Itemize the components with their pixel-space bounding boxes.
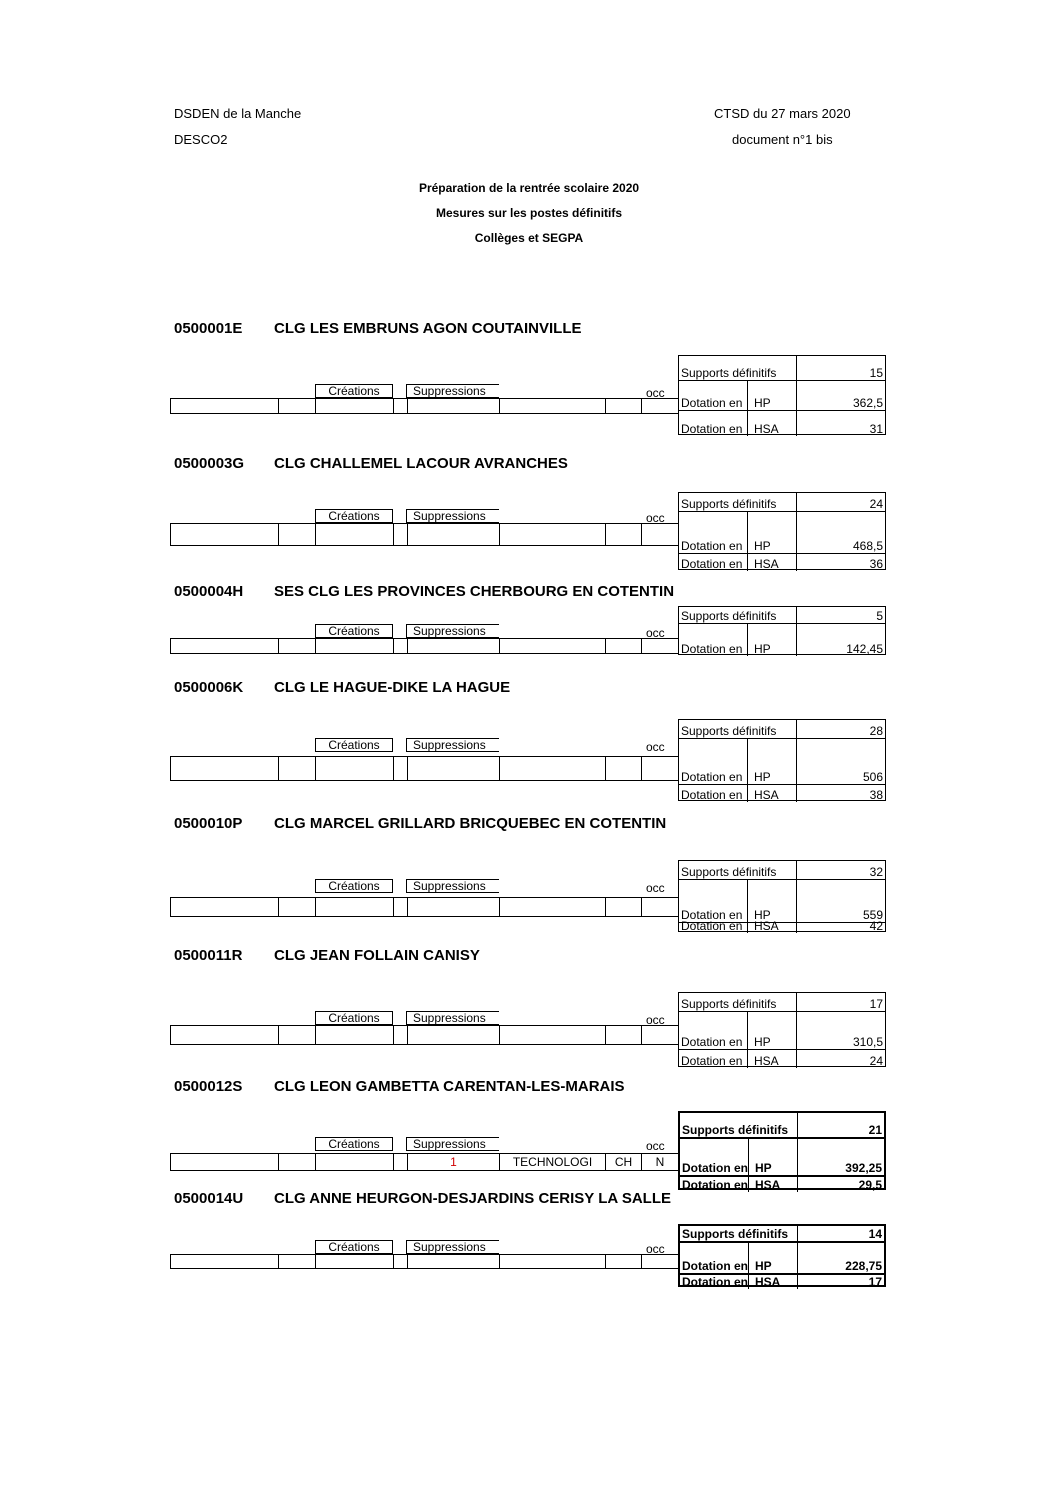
row-value: 17 xyxy=(869,997,883,1011)
occ-label: occ xyxy=(646,1139,665,1153)
row-unit: HP xyxy=(754,1035,771,1049)
mesures-cell xyxy=(278,1025,316,1045)
mesures-row xyxy=(170,756,678,781)
row-value: 228,75 xyxy=(845,1259,882,1273)
mesures-cell xyxy=(278,1153,316,1171)
row-label: Dotation en xyxy=(681,539,743,553)
suppressions-label: Suppressions xyxy=(406,879,499,893)
dotation-hsa-row xyxy=(680,1175,884,1192)
mesures-cell xyxy=(315,897,394,917)
school-name: SES CLG LES PROVINCES CHERBOURG EN COTENTIN xyxy=(274,583,675,600)
occ-label: occ xyxy=(646,740,665,754)
row-unit: HSA xyxy=(754,788,779,802)
row-value: 392,25 xyxy=(845,1161,882,1175)
school-name: CLG MARCEL GRILLARD BRICQUEBEC EN COTENTIN xyxy=(274,815,667,832)
mesures-cell xyxy=(315,523,394,546)
mesures-cell xyxy=(641,523,679,546)
school-code: 0500006K xyxy=(174,679,244,696)
row-label: Dotation en xyxy=(682,1259,748,1273)
cell-divider xyxy=(796,1050,797,1068)
row-label: Supports définitifs xyxy=(681,865,777,879)
suppressions-label: Suppressions xyxy=(406,1137,499,1151)
mesures-cell xyxy=(278,756,316,781)
supports-row xyxy=(679,993,885,1011)
mesures-cell: 1 xyxy=(407,1153,500,1171)
row-unit: HP xyxy=(754,539,771,553)
cell-divider xyxy=(796,861,797,879)
row-label: Dotation en xyxy=(682,1275,748,1289)
cell-divider xyxy=(747,880,748,922)
header-left-line1: DSDEN de la Manche xyxy=(174,106,302,121)
mesures-cell xyxy=(315,756,394,781)
cell-divider xyxy=(796,381,797,410)
mesures-cell xyxy=(170,398,279,414)
mesures-cell xyxy=(170,1254,279,1269)
dotation-hsa-row xyxy=(679,410,885,436)
mesures-cell xyxy=(170,1153,279,1171)
mesures-cell xyxy=(315,638,394,654)
row-value: 42 xyxy=(869,919,883,933)
row-label: Supports définitifs xyxy=(681,997,777,1011)
creations-label: Créations xyxy=(315,624,393,638)
title-line1: Préparation de la rentrée scolaire 2020 xyxy=(418,181,640,195)
creations-label: Créations xyxy=(315,509,393,523)
cell-divider xyxy=(797,1226,798,1241)
mesures-cell xyxy=(170,756,279,781)
dotation-box xyxy=(678,606,886,655)
mesures-cell xyxy=(407,756,500,781)
row-value: 468,5 xyxy=(852,539,883,553)
row-value: 21 xyxy=(868,1123,882,1137)
dotation-box xyxy=(678,355,886,435)
row-value: 32 xyxy=(869,865,883,879)
dotation-box xyxy=(678,1111,886,1190)
cell-divider xyxy=(747,923,748,933)
mesures-cell xyxy=(407,398,500,414)
row-label: Supports définitifs xyxy=(681,724,777,738)
mesures-cell xyxy=(278,638,316,654)
mesures-cell xyxy=(278,897,316,917)
row-unit: HSA xyxy=(755,1275,781,1289)
creations-label: Créations xyxy=(315,1137,393,1151)
school-code: 0500011R xyxy=(174,947,243,964)
dotation-box xyxy=(678,719,886,801)
mesures-cell xyxy=(407,523,500,546)
row-value: 24 xyxy=(869,1054,883,1068)
mesures-cell xyxy=(499,523,606,546)
title-line3: Collèges et SEGPA xyxy=(474,231,584,245)
mesures-cell xyxy=(278,523,316,546)
mesures-cell xyxy=(393,1254,408,1269)
cell-divider xyxy=(748,1139,749,1175)
dotation-hsa-row xyxy=(679,784,885,802)
mesures-cell xyxy=(393,897,408,917)
cell-divider xyxy=(747,1012,748,1049)
dotation-hp-row xyxy=(679,879,885,922)
row-label: Dotation en xyxy=(681,1054,743,1068)
mesures-cell xyxy=(499,897,606,917)
cell-divider xyxy=(796,785,797,802)
mesures-cell xyxy=(170,897,279,917)
occ-label: occ xyxy=(646,1013,665,1027)
row-label: Dotation en xyxy=(681,908,743,922)
row-unit: HSA xyxy=(754,919,779,933)
mesures-row xyxy=(170,638,678,654)
mesures-cell xyxy=(315,1025,394,1045)
dotation-box xyxy=(678,1224,886,1287)
cell-divider xyxy=(796,880,797,922)
row-unit: HP xyxy=(754,770,771,784)
cell-divider xyxy=(748,1275,749,1289)
dotation-hsa-row xyxy=(679,553,885,571)
mesures-cell xyxy=(641,756,679,781)
school-name: CLG LEON GAMBETTA CARENTAN-LES-MARAIS xyxy=(274,1078,625,1095)
mesures-row xyxy=(170,523,678,546)
school-name: CLG LES EMBRUNS AGON COUTAINVILLE xyxy=(274,320,582,337)
dotation-hp-row xyxy=(679,1011,885,1049)
cell-divider xyxy=(747,554,748,571)
row-value: 362,5 xyxy=(852,396,883,410)
cell-divider xyxy=(796,607,797,623)
cell-divider xyxy=(797,1243,798,1273)
dotation-hp-row xyxy=(680,1241,884,1273)
suppressions-label: Suppressions xyxy=(406,1011,499,1025)
row-value: 506 xyxy=(862,770,883,784)
occ-label: occ xyxy=(646,626,665,640)
mesures-cell xyxy=(315,1254,394,1269)
creations-label: Créations xyxy=(315,738,393,752)
row-label: Dotation en xyxy=(682,1161,748,1175)
row-value: 36 xyxy=(869,557,883,571)
dotation-box xyxy=(678,492,886,570)
cell-divider xyxy=(796,1012,797,1049)
mesures-cell xyxy=(641,1254,679,1269)
dotation-box xyxy=(678,992,886,1067)
mesures-cell xyxy=(605,897,642,917)
dotation-hsa-row xyxy=(680,1273,884,1289)
mesures-row xyxy=(170,1153,678,1171)
mesures-cell xyxy=(170,523,279,546)
mesures-cell xyxy=(499,638,606,654)
row-unit: HP xyxy=(754,396,771,410)
row-unit: HSA xyxy=(754,557,779,571)
creations-label: Créations xyxy=(315,384,393,398)
dotation-hsa-row xyxy=(679,1049,885,1068)
row-value: 310,5 xyxy=(852,1035,883,1049)
mesures-cell xyxy=(499,1254,606,1269)
suppressions-label: Suppressions xyxy=(406,738,499,752)
row-label: Dotation en xyxy=(682,1178,748,1192)
row-value: 24 xyxy=(869,497,883,511)
mesures-cell xyxy=(407,897,500,917)
suppressions-label: Suppressions xyxy=(406,509,499,523)
mesures-cell xyxy=(641,1025,679,1045)
occ-label: occ xyxy=(646,1242,665,1256)
mesures-cell xyxy=(278,398,316,414)
cell-divider xyxy=(797,1177,798,1192)
header-left-line2: DESCO2 xyxy=(174,132,228,147)
row-label: Dotation en xyxy=(681,919,743,933)
dotation-hp-row xyxy=(679,623,885,656)
row-value: 15 xyxy=(869,366,883,380)
row-unit: HP xyxy=(755,1161,772,1175)
cell-divider xyxy=(747,785,748,802)
mesures-cell xyxy=(315,398,394,414)
mesures-cell xyxy=(407,1254,500,1269)
cell-divider xyxy=(796,411,797,436)
row-unit: HP xyxy=(755,1259,772,1273)
cell-divider xyxy=(747,739,748,784)
cell-divider xyxy=(796,624,797,656)
cell-divider xyxy=(797,1275,798,1289)
mesures-cell xyxy=(407,1025,500,1045)
cell-divider xyxy=(796,720,797,738)
occ-label: occ xyxy=(646,511,665,525)
cell-divider xyxy=(748,1177,749,1192)
supports-row xyxy=(679,493,885,511)
mesures-row xyxy=(170,1254,678,1269)
cell-divider xyxy=(747,1050,748,1068)
row-value: 38 xyxy=(869,788,883,802)
row-value: 28 xyxy=(869,724,883,738)
mesures-cell xyxy=(170,1025,279,1045)
row-label: Dotation en xyxy=(681,1035,743,1049)
row-unit: HSA xyxy=(754,422,779,436)
mesures-cell xyxy=(605,523,642,546)
creations-label: Créations xyxy=(315,1011,393,1025)
mesures-cell xyxy=(605,1254,642,1269)
cell-divider xyxy=(747,411,748,436)
school-name: CLG LE HAGUE-DIKE LA HAGUE xyxy=(274,679,511,696)
header-right-line2: document n°1 bis xyxy=(732,132,833,147)
mesures-cell xyxy=(499,398,606,414)
mesures-cell xyxy=(499,1025,606,1045)
school-code: 0500010P xyxy=(174,815,243,832)
cell-divider xyxy=(796,554,797,571)
row-label: Dotation en xyxy=(681,642,743,656)
suppressions-label: Suppressions xyxy=(406,384,499,398)
cell-divider xyxy=(796,739,797,784)
cell-divider xyxy=(797,1139,798,1175)
mesures-row xyxy=(170,398,678,414)
cell-divider xyxy=(796,356,797,380)
row-value: 5 xyxy=(876,609,883,623)
header-right-line1: CTSD du 27 mars 2020 xyxy=(714,106,851,121)
cell-divider xyxy=(747,512,748,553)
dotation-hp-row xyxy=(679,738,885,784)
school-code: 0500003G xyxy=(174,455,245,472)
row-label: Dotation en xyxy=(681,788,743,802)
cell-divider xyxy=(748,1243,749,1273)
school-code: 0500012S xyxy=(174,1078,243,1095)
mesures-row xyxy=(170,897,678,917)
dotation-hp-row xyxy=(679,380,885,410)
title-line2: Mesures sur les postes définitifs xyxy=(435,206,623,220)
cell-divider xyxy=(797,1113,798,1137)
mesures-cell xyxy=(393,523,408,546)
mesures-cell xyxy=(641,638,679,654)
dotation-hp-row xyxy=(680,1137,884,1175)
supports-row xyxy=(680,1226,884,1241)
dotation-box xyxy=(678,860,886,932)
row-unit: HP xyxy=(754,642,771,656)
occ-label: occ xyxy=(646,881,665,895)
cell-divider xyxy=(796,923,797,933)
dotation-hsa-row xyxy=(679,919,885,933)
school-code: 0500014U xyxy=(174,1190,244,1207)
mesures-cell xyxy=(393,398,408,414)
school-name: CLG CHALLEMEL LACOUR AVRANCHES xyxy=(274,455,568,472)
cell-divider xyxy=(747,624,748,656)
row-label: Supports définitifs xyxy=(682,1227,788,1241)
mesures-cell: CH xyxy=(605,1153,642,1171)
school-name: CLG JEAN FOLLAIN CANISY xyxy=(274,947,480,964)
mesures-cell xyxy=(393,638,408,654)
creations-label: Créations xyxy=(315,1240,393,1254)
row-label: Supports définitifs xyxy=(681,366,777,380)
mesures-cell xyxy=(499,756,606,781)
row-label: Dotation en xyxy=(681,557,743,571)
mesures-cell xyxy=(278,1254,316,1269)
row-label: Supports définitifs xyxy=(681,609,777,623)
mesures-cell xyxy=(605,638,642,654)
mesures-cell xyxy=(393,756,408,781)
row-value: 14 xyxy=(868,1227,882,1241)
row-value: 31 xyxy=(869,422,883,436)
mesures-cell xyxy=(605,756,642,781)
cell-divider xyxy=(796,993,797,1011)
mesures-cell xyxy=(605,1025,642,1045)
row-label: Supports définitifs xyxy=(682,1123,788,1137)
row-unit: HSA xyxy=(754,1054,779,1068)
mesures-cell xyxy=(170,638,279,654)
mesures-cell xyxy=(393,1025,408,1045)
row-value: 559 xyxy=(862,908,883,922)
suppressions-label: Suppressions xyxy=(406,1240,499,1254)
school-code: 0500004H xyxy=(174,583,244,600)
supports-row xyxy=(679,861,885,879)
row-label: Dotation en xyxy=(681,422,743,436)
cell-divider xyxy=(796,493,797,511)
row-unit: HP xyxy=(754,908,771,922)
mesures-cell xyxy=(407,638,500,654)
cell-divider xyxy=(796,512,797,553)
mesures-cell: N xyxy=(641,1153,679,1171)
row-label: Supports définitifs xyxy=(681,497,777,511)
row-value: 17 xyxy=(868,1275,882,1289)
mesures-cell xyxy=(605,398,642,414)
supports-row xyxy=(679,356,885,380)
mesures-cell: TECHNOLOGI xyxy=(499,1153,606,1171)
row-label: Dotation en xyxy=(681,396,743,410)
school-code: 0500001E xyxy=(174,320,243,337)
suppressions-label: Suppressions xyxy=(406,624,499,638)
row-label: Dotation en xyxy=(681,770,743,784)
mesures-cell xyxy=(641,897,679,917)
mesures-cell xyxy=(393,1153,408,1171)
creations-label: Créations xyxy=(315,879,393,893)
occ-label: occ xyxy=(646,386,665,400)
mesures-row xyxy=(170,1025,678,1045)
supports-row xyxy=(680,1113,884,1137)
school-name: CLG ANNE HEURGON-DESJARDINS CERISY LA SALLE xyxy=(274,1190,671,1207)
row-value: 29,5 xyxy=(858,1178,882,1192)
mesures-cell xyxy=(641,398,679,414)
supports-row xyxy=(679,607,885,623)
row-value: 142,45 xyxy=(846,642,883,656)
row-unit: HSA xyxy=(755,1178,781,1192)
mesures-cell xyxy=(315,1153,394,1171)
dotation-hp-row xyxy=(679,511,885,553)
supports-row xyxy=(679,720,885,738)
cell-divider xyxy=(747,381,748,410)
